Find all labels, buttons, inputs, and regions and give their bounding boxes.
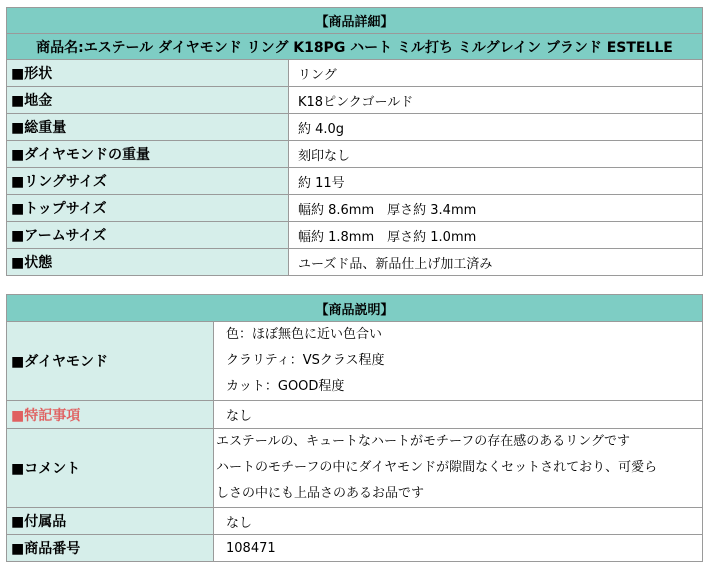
product-details-table [6, 7, 703, 276]
description-header: 【商品説明】 [7, 295, 703, 322]
row-label-arm-size: ■アームサイズ [7, 222, 289, 249]
row-value-special-notes: なし [214, 401, 703, 429]
comment-line-3: しさの中にも上品さのあるお品です [216, 486, 425, 501]
product-description-table [6, 294, 703, 562]
row-value-accessories: なし [214, 508, 703, 535]
row-value-item-number: 108471 [214, 535, 703, 562]
row-label-shape: ■形状 [7, 60, 289, 87]
diamond-cut: カット：GOOD程度 [226, 379, 345, 394]
row-value-diamond [214, 322, 703, 401]
product-title: 商品名:エステール ダイヤモンド リング K18PG ハート ミル打ち ミルグレイン ブランド ESTELLE [7, 34, 703, 60]
row-value-shape: リング [289, 60, 703, 87]
comment-line-1: エステールの、キュートなハートがモチーフの存在感のあるリングです [216, 434, 631, 449]
comment-line-2: ハートのモチーフの中にダイヤモンドが隙間なくセットされており、可愛ら [216, 460, 658, 475]
row-value-condition: ユーズド品、新品仕上げ加工済み [289, 249, 703, 276]
row-label-accessories: ■付属品 [7, 508, 214, 535]
row-label-top-size: ■トップサイズ [7, 195, 289, 222]
row-value-total-weight: 約 4.0g [289, 114, 703, 141]
row-value-metal: K18ピンクゴールド [289, 87, 703, 114]
row-label-comment: ■コメント [7, 429, 214, 508]
row-value-arm-size: 幅約 1.8mm 厚さ約 1.0mm [289, 222, 703, 249]
row-value-ring-size: 約 11号 [289, 168, 703, 195]
row-value-comment [214, 429, 703, 508]
row-label-item-number: ■商品番号 [7, 535, 214, 562]
row-value-diamond-weight: 刻印なし [289, 141, 703, 168]
diamond-color: 色：ほぼ無色に近い色合い [226, 327, 383, 342]
row-label-metal: ■地金 [7, 87, 289, 114]
row-label-special-notes: ■特記事項 [7, 401, 214, 429]
row-label-total-weight: ■総重量 [7, 114, 289, 141]
row-label-condition: ■状態 [7, 249, 289, 276]
row-label-ring-size: ■リングサイズ [7, 168, 289, 195]
row-label-diamond-weight: ■ダイヤモンドの重量 [7, 141, 289, 168]
row-value-top-size: 幅約 8.6mm 厚さ約 3.4mm [289, 195, 703, 222]
diamond-clarity: クラリティ：VSクラス程度 [226, 353, 385, 368]
details-header: 【商品詳細】 [7, 8, 703, 34]
row-label-diamond: ■ダイヤモンド [7, 322, 214, 401]
